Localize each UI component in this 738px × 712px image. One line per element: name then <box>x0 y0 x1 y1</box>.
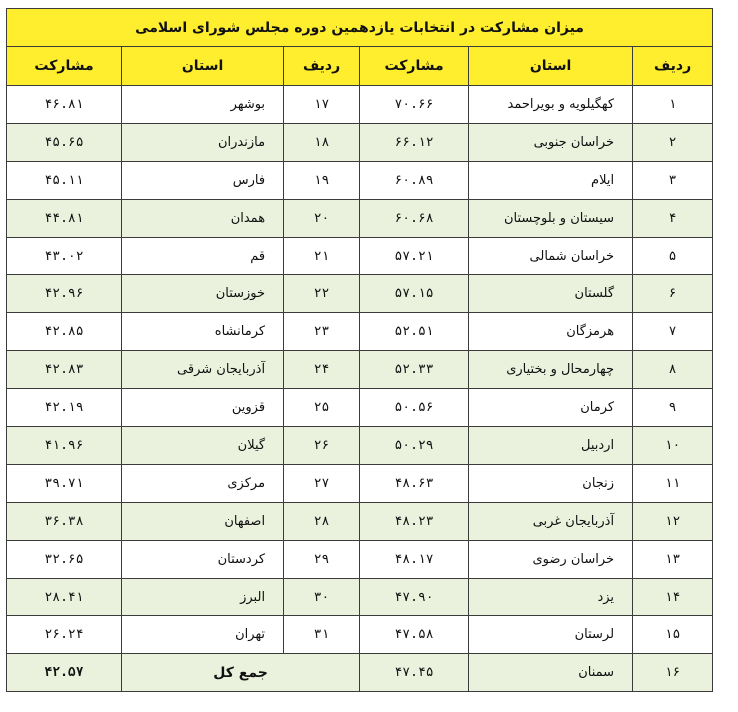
row-rank: ۱۲ <box>633 502 713 540</box>
row-rank: ۲ <box>633 123 713 161</box>
row-province: مازندران <box>122 123 284 161</box>
row-province: بوشهر <box>122 86 284 124</box>
table-row <box>7 123 713 161</box>
row-participation: ۴۴.۸۱ <box>7 199 122 237</box>
row-rank: ۲۸ <box>284 502 360 540</box>
row-province: اصفهان <box>122 502 284 540</box>
table-row <box>7 502 713 540</box>
row-rank: ۱ <box>633 86 713 124</box>
header-participation-left: مشارکت <box>360 47 469 86</box>
row-province: سیستان و بلوچستان <box>469 199 633 237</box>
row-participation: ۴۶.۸۱ <box>7 86 122 124</box>
row-rank: ۶ <box>633 275 713 313</box>
table-row <box>7 540 713 578</box>
table-row <box>7 578 713 616</box>
row-province: آذربایجان غربی <box>469 502 633 540</box>
row-province: خوزستان <box>122 275 284 313</box>
row-province: گیلان <box>122 427 284 465</box>
row-rank: ۸ <box>633 351 713 389</box>
row-participation: ۲۸.۴۱ <box>7 578 122 616</box>
row-rank: ۳ <box>633 161 713 199</box>
table-row <box>7 464 713 502</box>
table-row <box>7 654 713 692</box>
row-rank: ۱۳ <box>633 540 713 578</box>
header-province-left: استان <box>469 47 633 86</box>
row-participation: ۴۳.۰۲ <box>7 237 122 275</box>
table-row <box>7 199 713 237</box>
table-title: میزان مشارکت در انتخابات یازدهمین دوره مجلس شورای اسلامی <box>7 9 713 47</box>
row-rank: ۲۲ <box>284 275 360 313</box>
row-rank: ۱۱ <box>633 464 713 502</box>
total-label: جمع کل <box>122 654 360 692</box>
row-province: فارس <box>122 161 284 199</box>
row-rank: ۲۵ <box>284 389 360 427</box>
row-province: اردبیل <box>469 427 633 465</box>
row-province: سمنان <box>469 654 633 692</box>
table-row <box>7 237 713 275</box>
row-province: خراسان رضوی <box>469 540 633 578</box>
row-participation: ۳۹.۷۱ <box>7 464 122 502</box>
row-province: خراسان جنوبی <box>469 123 633 161</box>
row-participation: ۴۱.۹۶ <box>7 427 122 465</box>
row-participation: ۲۶.۲۴ <box>7 616 122 654</box>
row-participation: ۴۲.۸۳ <box>7 351 122 389</box>
row-participation: ۵۲.۵۱ <box>360 313 469 351</box>
table-row <box>7 313 713 351</box>
row-participation: ۵۰.۲۹ <box>360 427 469 465</box>
row-participation: ۴۸.۶۳ <box>360 464 469 502</box>
row-rank: ۱۶ <box>633 654 713 692</box>
row-province: کهگیلویه و بویراحمد <box>469 86 633 124</box>
row-rank: ۲۰ <box>284 199 360 237</box>
row-participation: ۵۷.۲۱ <box>360 237 469 275</box>
row-rank: ۴ <box>633 199 713 237</box>
row-province: چهارمحال و بختیاری <box>469 351 633 389</box>
row-province: کرمانشاه <box>122 313 284 351</box>
row-participation: ۴۵.۶۵ <box>7 123 122 161</box>
table-row <box>7 351 713 389</box>
row-rank: ۲۹ <box>284 540 360 578</box>
table-row <box>7 275 713 313</box>
row-province: خراسان شمالی <box>469 237 633 275</box>
row-province: هرمزگان <box>469 313 633 351</box>
row-province: البرز <box>122 578 284 616</box>
header-rank-left: ردیف <box>633 47 713 86</box>
table-row <box>7 427 713 465</box>
row-participation: ۴۷.۵۸ <box>360 616 469 654</box>
row-participation: ۷۰.۶۶ <box>360 86 469 124</box>
row-participation: ۵۷.۱۵ <box>360 275 469 313</box>
header-participation-right: مشارکت <box>7 47 122 86</box>
header-rank-right: ردیف <box>284 47 360 86</box>
row-province: گلستان <box>469 275 633 313</box>
row-province: تهران <box>122 616 284 654</box>
row-rank: ۹ <box>633 389 713 427</box>
row-participation: ۵۲.۳۳ <box>360 351 469 389</box>
total-value: ۴۲.۵۷ <box>7 654 122 692</box>
row-province: آذربایجان شرقی <box>122 351 284 389</box>
row-participation: ۳۶.۳۸ <box>7 502 122 540</box>
row-rank: ۳۱ <box>284 616 360 654</box>
row-rank: ۱۴ <box>633 578 713 616</box>
row-participation: ۳۲.۶۵ <box>7 540 122 578</box>
row-participation: ۴۵.۱۱ <box>7 161 122 199</box>
row-province: لرستان <box>469 616 633 654</box>
row-rank: ۱۷ <box>284 86 360 124</box>
row-participation: ۶۰.۸۹ <box>360 161 469 199</box>
row-rank: ۲۱ <box>284 237 360 275</box>
header-province-right: استان <box>122 47 284 86</box>
row-rank: ۱۰ <box>633 427 713 465</box>
row-rank: ۲۷ <box>284 464 360 502</box>
row-province: یزد <box>469 578 633 616</box>
results-table-container <box>6 8 712 692</box>
participation-table <box>6 8 713 692</box>
row-rank: ۷ <box>633 313 713 351</box>
row-participation: ۴۲.۸۵ <box>7 313 122 351</box>
row-province: ایلام <box>469 161 633 199</box>
row-participation: ۴۲.۱۹ <box>7 389 122 427</box>
row-participation: ۶۰.۶۸ <box>360 199 469 237</box>
row-rank: ۱۵ <box>633 616 713 654</box>
row-participation: ۶۶.۱۲ <box>360 123 469 161</box>
row-province: مرکزی <box>122 464 284 502</box>
row-rank: ۱۹ <box>284 161 360 199</box>
row-rank: ۲۶ <box>284 427 360 465</box>
row-rank: ۵ <box>633 237 713 275</box>
row-participation: ۴۸.۲۳ <box>360 502 469 540</box>
row-participation: ۴۲.۹۶ <box>7 275 122 313</box>
row-province: کردستان <box>122 540 284 578</box>
row-province: قزوین <box>122 389 284 427</box>
row-participation: ۴۷.۴۵ <box>360 654 469 692</box>
row-province: همدان <box>122 199 284 237</box>
row-rank: ۲۴ <box>284 351 360 389</box>
row-province: زنجان <box>469 464 633 502</box>
row-participation: ۴۷.۹۰ <box>360 578 469 616</box>
table-row <box>7 616 713 654</box>
table-row <box>7 86 713 124</box>
table-row <box>7 389 713 427</box>
row-rank: ۲۳ <box>284 313 360 351</box>
row-rank: ۳۰ <box>284 578 360 616</box>
table-row <box>7 161 713 199</box>
row-participation: ۵۰.۵۶ <box>360 389 469 427</box>
row-rank: ۱۸ <box>284 123 360 161</box>
row-province: کرمان <box>469 389 633 427</box>
row-province: قم <box>122 237 284 275</box>
row-participation: ۴۸.۱۷ <box>360 540 469 578</box>
